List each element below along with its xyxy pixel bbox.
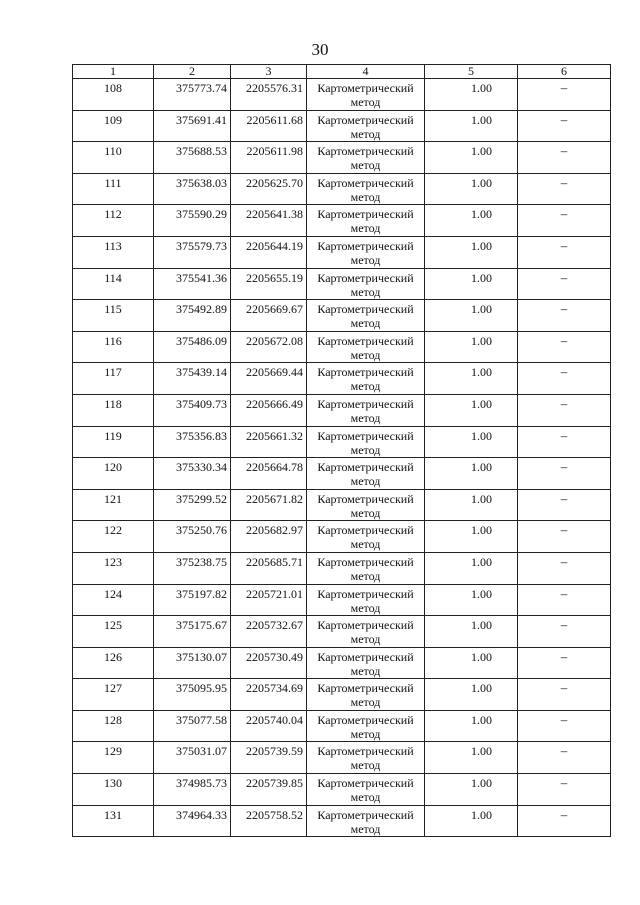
y-coordinate-cell: 2205672.08: [231, 331, 307, 363]
accuracy-cell: 1.00: [425, 394, 518, 426]
table-row: [73, 426, 611, 458]
column-header: 4: [307, 65, 425, 79]
x-coordinate-cell: 374964.33: [154, 805, 231, 837]
point-number-cell: 115: [73, 300, 154, 332]
method-line-2: метод: [350, 442, 381, 457]
method-cell: [307, 552, 425, 584]
y-coordinate-cell: 2205685.71: [231, 552, 307, 584]
method-line-1: Картометрический: [317, 649, 414, 664]
y-coordinate-cell: 2205611.98: [231, 142, 307, 174]
accuracy-cell: 1.00: [425, 268, 518, 300]
method-cell: [307, 363, 425, 395]
point-number-cell: 125: [73, 616, 154, 648]
accuracy-cell: 1.00: [425, 805, 518, 837]
y-coordinate-cell: 2205732.67: [231, 616, 307, 648]
note-cell: –: [518, 805, 611, 837]
method-cell: [307, 458, 425, 490]
accuracy-cell: 1.00: [425, 647, 518, 679]
y-coordinate-cell: 2205669.67: [231, 300, 307, 332]
method-line-2: метод: [350, 252, 381, 267]
method-line-1: Картометрический: [317, 365, 414, 380]
point-number-cell: 111: [73, 173, 154, 205]
method-line-2: метод: [350, 316, 381, 331]
table-row: [73, 679, 611, 711]
method-line-1: Картометрический: [317, 144, 414, 159]
x-coordinate-cell: 375299.52: [154, 489, 231, 521]
y-coordinate-cell: 2205758.52: [231, 805, 307, 837]
method-line-1: Картометрический: [317, 681, 414, 696]
table-row: [73, 742, 611, 774]
x-coordinate-cell: 375541.36: [154, 268, 231, 300]
x-coordinate-cell: 375691.41: [154, 110, 231, 142]
method-line-1: Картометрический: [317, 112, 414, 127]
table-row: [73, 173, 611, 205]
method-cell: [307, 742, 425, 774]
table-row: [73, 300, 611, 332]
note-cell: –: [518, 552, 611, 584]
method-line-1: Картометрический: [317, 428, 414, 443]
method-line-1: Картометрический: [317, 491, 414, 506]
point-number-cell: 123: [73, 552, 154, 584]
point-number-cell: 127: [73, 679, 154, 711]
table-row: [73, 774, 611, 806]
note-cell: –: [518, 489, 611, 521]
method-line-2: метод: [350, 284, 381, 299]
y-coordinate-cell: 2205641.38: [231, 205, 307, 237]
y-coordinate-cell: 2205740.04: [231, 710, 307, 742]
method-line-2: метод: [350, 505, 381, 520]
table-row: [73, 79, 611, 111]
method-line-1: Картометрический: [317, 396, 414, 411]
method-line-2: метод: [350, 726, 381, 741]
method-cell: [307, 173, 425, 205]
method-line-1: Картометрический: [317, 618, 414, 633]
x-coordinate-cell: 375356.83: [154, 426, 231, 458]
column-header: 3: [231, 65, 307, 79]
accuracy-cell: 1.00: [425, 173, 518, 205]
y-coordinate-cell: 2205625.70: [231, 173, 307, 205]
method-cell: [307, 584, 425, 616]
y-coordinate-cell: 2205666.49: [231, 394, 307, 426]
accuracy-cell: 1.00: [425, 458, 518, 490]
table-row: [73, 552, 611, 584]
accuracy-cell: 1.00: [425, 774, 518, 806]
method-cell: [307, 805, 425, 837]
x-coordinate-cell: 375590.29: [154, 205, 231, 237]
accuracy-cell: 1.00: [425, 142, 518, 174]
method-line-1: Картометрический: [317, 523, 414, 538]
x-coordinate-cell: 375579.73: [154, 236, 231, 268]
method-line-1: Картометрический: [317, 270, 414, 285]
method-line-2: метод: [350, 189, 381, 204]
note-cell: –: [518, 458, 611, 490]
method-cell: [307, 710, 425, 742]
method-line-1: Картометрический: [317, 238, 414, 253]
method-line-2: метод: [350, 158, 381, 173]
y-coordinate-cell: 2205669.44: [231, 363, 307, 395]
accuracy-cell: 1.00: [425, 742, 518, 774]
accuracy-cell: 1.00: [425, 331, 518, 363]
y-coordinate-cell: 2205655.19: [231, 268, 307, 300]
point-number-cell: 112: [73, 205, 154, 237]
y-coordinate-cell: 2205664.78: [231, 458, 307, 490]
note-cell: –: [518, 300, 611, 332]
accuracy-cell: 1.00: [425, 710, 518, 742]
note-cell: –: [518, 774, 611, 806]
method-cell: [307, 426, 425, 458]
method-line-1: Картометрический: [317, 712, 414, 727]
column-header: 6: [518, 65, 611, 79]
x-coordinate-cell: 375773.74: [154, 79, 231, 111]
method-cell: [307, 616, 425, 648]
point-number-cell: 126: [73, 647, 154, 679]
note-cell: –: [518, 647, 611, 679]
x-coordinate-cell: 375077.58: [154, 710, 231, 742]
x-coordinate-cell: 375238.75: [154, 552, 231, 584]
x-coordinate-cell: 375175.67: [154, 616, 231, 648]
table-row: [73, 616, 611, 648]
method-line-1: Картометрический: [317, 333, 414, 348]
method-line-1: Картометрический: [317, 175, 414, 190]
method-line-2: метод: [350, 474, 381, 489]
table-row: [73, 710, 611, 742]
method-cell: [307, 331, 425, 363]
method-line-2: метод: [350, 126, 381, 141]
method-line-1: Картометрический: [317, 807, 414, 822]
table-body: [73, 79, 611, 837]
table-row: [73, 521, 611, 553]
page-number: 30: [311, 40, 329, 59]
x-coordinate-cell: 375688.53: [154, 142, 231, 174]
method-line-2: метод: [350, 600, 381, 615]
table-row: [73, 268, 611, 300]
accuracy-cell: 1.00: [425, 584, 518, 616]
method-cell: [307, 521, 425, 553]
x-coordinate-cell: 375492.89: [154, 300, 231, 332]
point-number-cell: 114: [73, 268, 154, 300]
y-coordinate-cell: 2205739.59: [231, 742, 307, 774]
method-line-1: Картометрический: [317, 302, 414, 317]
method-line-2: метод: [350, 221, 381, 236]
point-number-cell: 131: [73, 805, 154, 837]
method-line-2: метод: [350, 379, 381, 394]
method-line-1: Картометрический: [317, 744, 414, 759]
note-cell: –: [518, 394, 611, 426]
point-number-cell: 116: [73, 331, 154, 363]
accuracy-cell: 1.00: [425, 616, 518, 648]
note-cell: –: [518, 426, 611, 458]
method-cell: [307, 774, 425, 806]
table-row: [73, 236, 611, 268]
accuracy-cell: 1.00: [425, 552, 518, 584]
point-number-cell: 122: [73, 521, 154, 553]
note-cell: –: [518, 710, 611, 742]
method-line-1: Картометрический: [317, 586, 414, 601]
method-line-2: метод: [350, 95, 381, 109]
x-coordinate-cell: 375197.82: [154, 584, 231, 616]
table-row: [73, 458, 611, 490]
method-cell: [307, 205, 425, 237]
y-coordinate-cell: 2205611.68: [231, 110, 307, 142]
point-number-cell: 109: [73, 110, 154, 142]
point-number-cell: 113: [73, 236, 154, 268]
y-coordinate-cell: 2205661.32: [231, 426, 307, 458]
method-line-2: метод: [350, 537, 381, 552]
y-coordinate-cell: 2205671.82: [231, 489, 307, 521]
method-line-2: метод: [350, 632, 381, 647]
accuracy-cell: 1.00: [425, 489, 518, 521]
note-cell: –: [518, 173, 611, 205]
note-cell: –: [518, 742, 611, 774]
method-line-2: метод: [350, 568, 381, 583]
method-line-2: метод: [350, 758, 381, 773]
method-cell: [307, 142, 425, 174]
x-coordinate-cell: 375130.07: [154, 647, 231, 679]
table-row: [73, 331, 611, 363]
method-cell: [307, 647, 425, 679]
table-row: [73, 110, 611, 142]
y-coordinate-cell: 2205682.97: [231, 521, 307, 553]
method-line-2: метод: [350, 695, 381, 710]
table-row: [73, 142, 611, 174]
method-cell: [307, 268, 425, 300]
accuracy-cell: 1.00: [425, 426, 518, 458]
note-cell: –: [518, 584, 611, 616]
y-coordinate-cell: 2205739.85: [231, 774, 307, 806]
note-cell: –: [518, 142, 611, 174]
method-cell: [307, 394, 425, 426]
x-coordinate-cell: 375330.34: [154, 458, 231, 490]
point-number-cell: 110: [73, 142, 154, 174]
accuracy-cell: 1.00: [425, 205, 518, 237]
table-row: [73, 647, 611, 679]
accuracy-cell: 1.00: [425, 300, 518, 332]
note-cell: –: [518, 205, 611, 237]
y-coordinate-cell: 2205730.49: [231, 647, 307, 679]
point-number-cell: 130: [73, 774, 154, 806]
note-cell: –: [518, 236, 611, 268]
method-line-2: метод: [350, 663, 381, 678]
x-coordinate-cell: 375031.07: [154, 742, 231, 774]
table-row: [73, 584, 611, 616]
method-line-2: метод: [350, 821, 381, 836]
method-cell: [307, 236, 425, 268]
method-line-2: метод: [350, 410, 381, 425]
method-cell: [307, 489, 425, 521]
column-header: 2: [154, 65, 231, 79]
table-row: [73, 489, 611, 521]
y-coordinate-cell: 2205734.69: [231, 679, 307, 711]
table-row: [73, 805, 611, 837]
method-cell: [307, 300, 425, 332]
note-cell: –: [518, 331, 611, 363]
method-line-2: метод: [350, 790, 381, 805]
table-row: [73, 394, 611, 426]
point-number-cell: 120: [73, 458, 154, 490]
note-cell: –: [518, 79, 611, 111]
method-line-2: метод: [350, 347, 381, 362]
coordinates-table: [72, 64, 611, 837]
column-header: 5: [425, 65, 518, 79]
note-cell: –: [518, 268, 611, 300]
x-coordinate-cell: 375638.03: [154, 173, 231, 205]
y-coordinate-cell: 2205721.01: [231, 584, 307, 616]
point-number-cell: 119: [73, 426, 154, 458]
accuracy-cell: 1.00: [425, 79, 518, 111]
method-line-1: Картометрический: [317, 460, 414, 475]
point-number-cell: 117: [73, 363, 154, 395]
column-header: 1: [73, 65, 154, 79]
point-number-cell: 129: [73, 742, 154, 774]
x-coordinate-cell: 374985.73: [154, 774, 231, 806]
accuracy-cell: 1.00: [425, 679, 518, 711]
x-coordinate-cell: 375250.76: [154, 521, 231, 553]
method-cell: [307, 79, 425, 111]
method-line-1: Картометрический: [317, 554, 414, 569]
table-header: [73, 65, 611, 79]
method-line-1: Картометрический: [317, 207, 414, 222]
note-cell: –: [518, 679, 611, 711]
point-number-cell: 124: [73, 584, 154, 616]
accuracy-cell: 1.00: [425, 236, 518, 268]
point-number-cell: 121: [73, 489, 154, 521]
table-row: [73, 363, 611, 395]
x-coordinate-cell: 375439.14: [154, 363, 231, 395]
table-row: [73, 205, 611, 237]
accuracy-cell: 1.00: [425, 363, 518, 395]
method-cell: [307, 679, 425, 711]
point-number-cell: 108: [73, 79, 154, 111]
note-cell: –: [518, 363, 611, 395]
point-number-cell: 118: [73, 394, 154, 426]
note-cell: –: [518, 110, 611, 142]
header-row: [73, 65, 611, 79]
accuracy-cell: 1.00: [425, 521, 518, 553]
method-cell: [307, 110, 425, 142]
note-cell: –: [518, 521, 611, 553]
x-coordinate-cell: 375409.73: [154, 394, 231, 426]
y-coordinate-cell: 2205644.19: [231, 236, 307, 268]
note-cell: –: [518, 616, 611, 648]
point-number-cell: 128: [73, 710, 154, 742]
y-coordinate-cell: 2205576.31: [231, 79, 307, 111]
method-line-1: Картометрический: [317, 776, 414, 791]
accuracy-cell: 1.00: [425, 110, 518, 142]
x-coordinate-cell: 375486.09: [154, 331, 231, 363]
x-coordinate-cell: 375095.95: [154, 679, 231, 711]
method-line-1: Картометрический: [317, 81, 414, 95]
